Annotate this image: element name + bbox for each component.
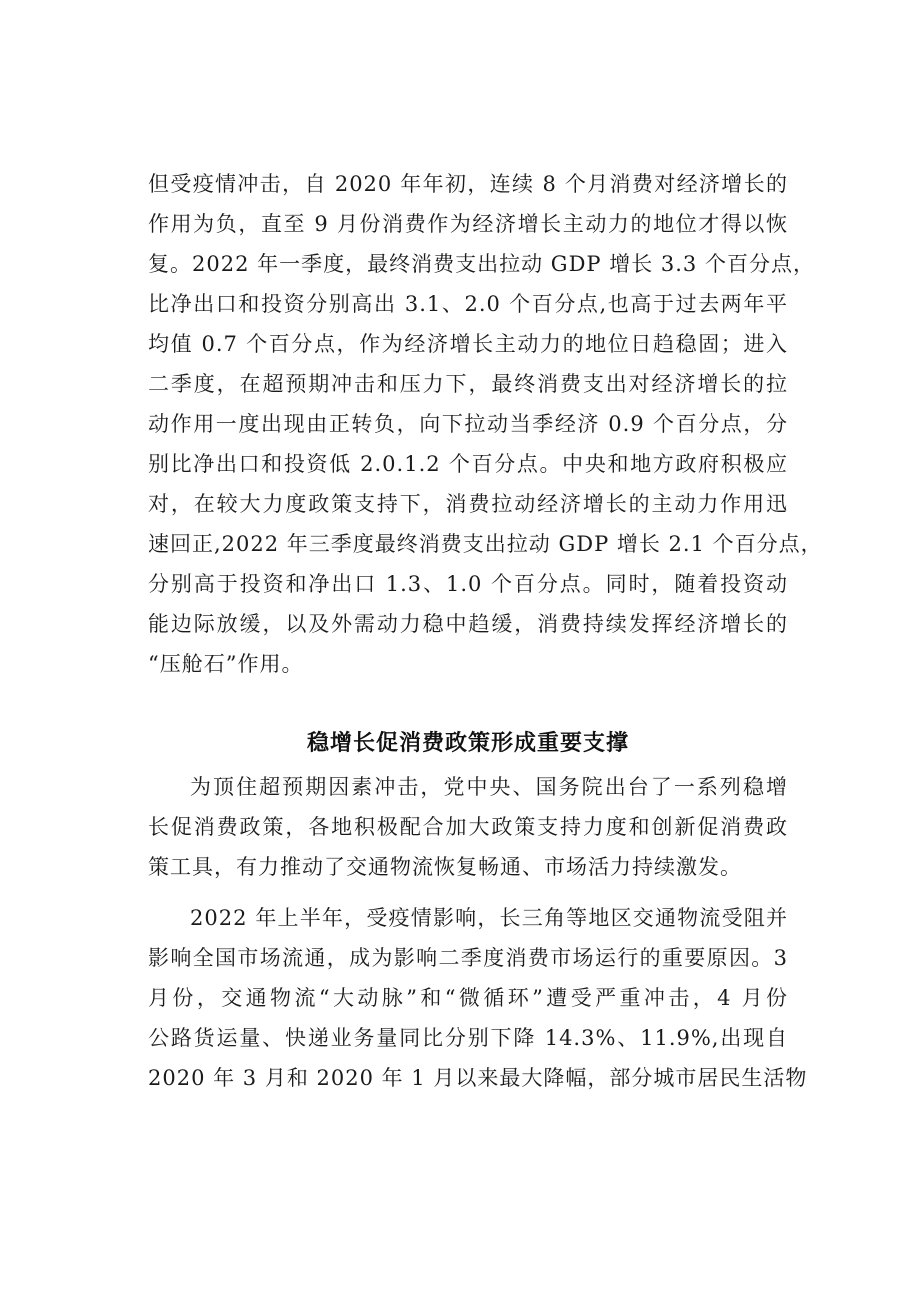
text-line: 二季度，在超预期冲击和压力下，最终消费支出对经济增长的拉: [148, 372, 788, 396]
text-line: 策工具，有力推动了交通物流恢复畅通、市场活力持续激发。: [148, 855, 742, 879]
text-line: 对，在较大力度政策支持下，消费拉动经济增长的主动力作用迅: [148, 492, 788, 516]
paragraph-policy-intro: [148, 767, 788, 887]
text-line: 比净出口和投资分别高出 3.1、2.0 个百分点,也高于过去两年平: [148, 292, 788, 316]
text-line: 月份，交通物流“大动脉”和“微循环”遭受严重冲击，4 月份: [148, 986, 788, 1010]
text-line: 公路货运量、快递业务量同比分别下降 14.3%、11.9%,出现自: [148, 1026, 788, 1050]
text-line: 别比净出口和投资低 2.0.1.2 个百分点。中央和地方政府积极应: [148, 452, 788, 476]
text-line: 2020 年 3 月和 2020 年 1 月以来最大降幅，部分城市居民生活物: [148, 1066, 808, 1090]
paragraph-logistics-impact: [148, 898, 808, 1098]
text-line: 均值 0.7 个百分点，作为经济增长主动力的地位日趋稳固；进入: [148, 332, 788, 356]
text-line: 作用为负，直至 9 月份消费作为经济增长主动力的地位才得以恢: [148, 212, 788, 236]
text-line: 长促消费政策，各地积极配合加大政策支持力度和创新促消费政: [148, 815, 788, 839]
text-line: 分别高于投资和净出口 1.3、1.0 个百分点。同时，随着投资动: [148, 572, 788, 596]
text-line: 动作用一度出现由正转负，向下拉动当季经济 0.9 个百分点，分: [148, 412, 788, 436]
text-line: “压舱石”作用。: [148, 652, 304, 676]
section-heading: 稳增长促消费政策形成重要支撑: [306, 731, 629, 756]
text-line: 影响全国市场流通，成为影响二季度消费市场运行的重要原因。3: [148, 946, 788, 970]
text-line: 但受疫情冲击，自 2020 年年初，连续 8 个月消费对经济增长的: [148, 172, 788, 196]
paragraph-consumption-contribution: [148, 164, 823, 684]
text-line: 为顶住超预期因素冲击，党中央、国务院出台了一系列稳增: [190, 775, 788, 799]
text-line: 速回正,2022 年三季度最终消费支出拉动 GDP 增长 2.1 个百分点，: [148, 532, 823, 556]
text-line: 2022 年上半年，受疫情影响，长三角等地区交通物流受阻并: [190, 906, 788, 930]
text-line: 复。2022 年一季度，最终消费支出拉动 GDP 增长 3.3 个百分点，: [148, 252, 815, 276]
text-line: 能边际放缓，以及外需动力稳中趋缓，消费持续发挥经济增长的: [148, 612, 788, 636]
